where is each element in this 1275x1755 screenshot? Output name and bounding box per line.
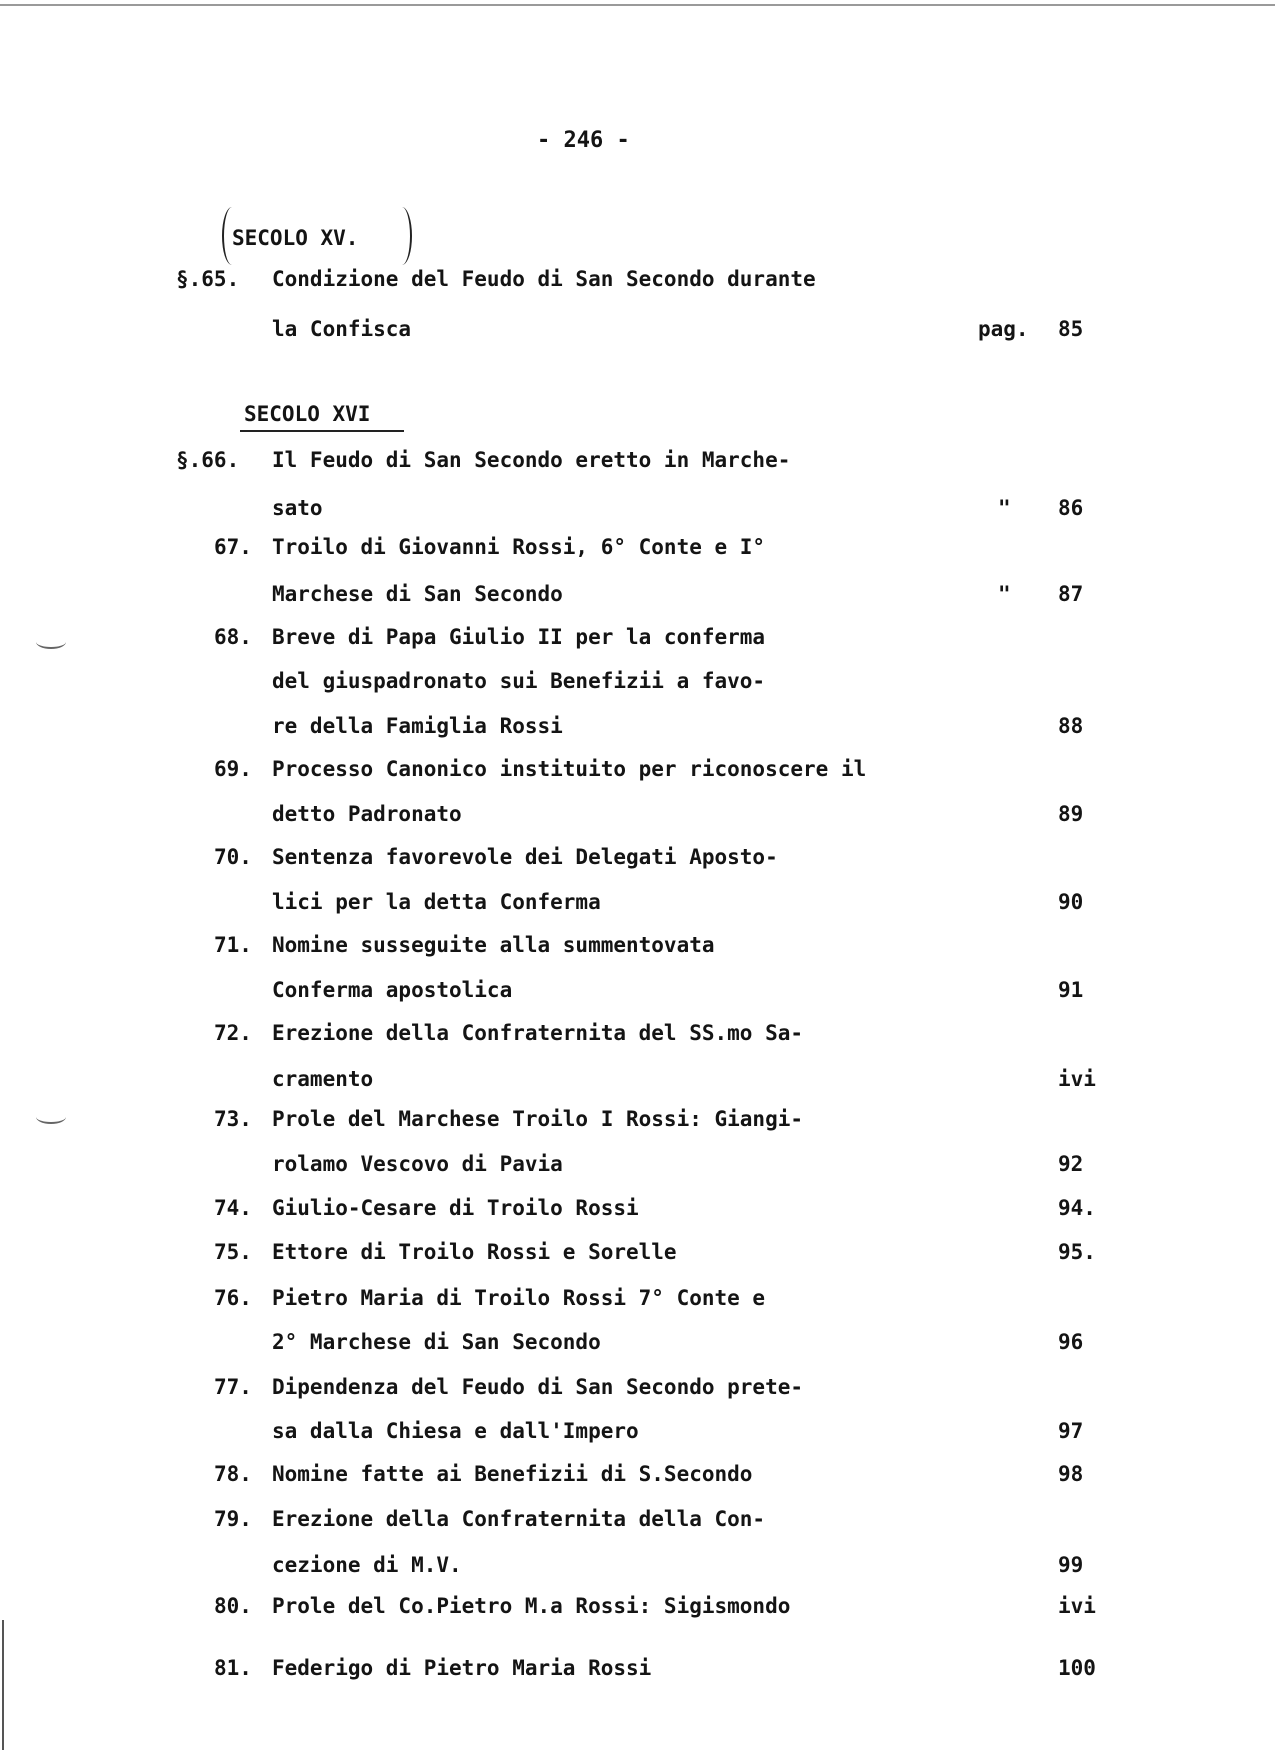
entry-number: 79. bbox=[214, 1507, 252, 1531]
entry-number: 69. bbox=[214, 757, 252, 781]
ditto-mark: " bbox=[998, 582, 1011, 606]
entry-number: 81. bbox=[214, 1656, 252, 1680]
entry-number: §.65. bbox=[176, 267, 240, 291]
top-border-line bbox=[0, 4, 1275, 6]
section-heading-underline bbox=[240, 430, 404, 432]
entry-number: 75. bbox=[214, 1240, 252, 1264]
entry-title-line: lici per la detta Conferma bbox=[272, 890, 601, 914]
entry-title-line: Dipendenza del Feudo di San Secondo prete- bbox=[272, 1375, 804, 1399]
entry-title-line: sa dalla Chiesa e dall'Impero bbox=[272, 1419, 639, 1443]
entry-page: 98 bbox=[1058, 1462, 1084, 1486]
scan-mark bbox=[36, 635, 66, 649]
entry-title-line: cramento bbox=[272, 1067, 374, 1091]
entry-page: 95. bbox=[1058, 1240, 1096, 1264]
entry-number: 80. bbox=[214, 1594, 252, 1618]
entry-title-line: Il Feudo di San Secondo eretto in Marche- bbox=[272, 448, 791, 472]
entry-title-line: Prole del Marchese Troilo I Rossi: Giangi- bbox=[272, 1107, 804, 1131]
entry-title-line: Breve di Papa Giulio II per la conferma bbox=[272, 625, 766, 649]
entry-title-line: Sentenza favorevole dei Delegati Aposto- bbox=[272, 845, 778, 869]
entry-number: 77. bbox=[214, 1375, 252, 1399]
entry-title-line: del giuspadronato sui Benefizii a favo- bbox=[272, 669, 766, 693]
entry-title-line: Erezione della Confraternita del SS.mo Sa- bbox=[272, 1021, 804, 1045]
entry-title-line: re della Famiglia Rossi bbox=[272, 714, 563, 738]
entry-number: 73. bbox=[214, 1107, 252, 1131]
entry-title-line: Marchese di San Secondo bbox=[272, 582, 563, 606]
entry-number: 67. bbox=[214, 535, 252, 559]
entry-page: 100 bbox=[1058, 1656, 1096, 1680]
entry-title-line: Troilo di Giovanni Rossi, 6° Conte e I° bbox=[272, 535, 766, 559]
entry-title-line: rolamo Vescovo di Pavia bbox=[272, 1152, 563, 1176]
entry-page: 91 bbox=[1058, 978, 1084, 1002]
entry-page: 94. bbox=[1058, 1196, 1096, 1220]
entry-title-line: Prole del Co.Pietro M.a Rossi: Sigismondo bbox=[272, 1594, 791, 1618]
entry-number: 70. bbox=[214, 845, 252, 869]
entry-title-line: Condizione del Feudo di San Secondo durante bbox=[272, 267, 816, 291]
entry-number: 68. bbox=[214, 625, 252, 649]
entry-title-line: la Confisca bbox=[272, 317, 412, 341]
page-prefix: pag. bbox=[978, 317, 1029, 341]
entry-title-line: 2° Marchese di San Secondo bbox=[272, 1330, 601, 1354]
entry-number: 72. bbox=[214, 1021, 252, 1045]
entry-page: 90 bbox=[1058, 890, 1084, 914]
entry-title-line: detto Padronato bbox=[272, 802, 462, 826]
entry-page: 87 bbox=[1058, 582, 1084, 606]
scan-mark bbox=[36, 1110, 66, 1124]
entry-number: 78. bbox=[214, 1462, 252, 1486]
entry-title-line: Conferma apostolica bbox=[272, 978, 513, 1002]
section-heading-16: SECOLO XVI bbox=[244, 402, 371, 426]
entry-title-line: Giulio-Cesare di Troilo Rossi bbox=[272, 1196, 639, 1220]
entry-page: 96 bbox=[1058, 1330, 1084, 1354]
entry-page: 92 bbox=[1058, 1152, 1084, 1176]
entry-page: 89 bbox=[1058, 802, 1084, 826]
entry-title-line: Nomine susseguite alla summentovata bbox=[272, 933, 715, 957]
entry-title-line: Nomine fatte ai Benefizii di S.Secondo bbox=[272, 1462, 753, 1486]
entry-title-line: sato bbox=[272, 496, 323, 520]
entry-number: 76. bbox=[214, 1286, 252, 1310]
entry-number: §.66. bbox=[176, 448, 240, 472]
entry-page: 99 bbox=[1058, 1553, 1084, 1577]
entry-title-line: Ettore di Troilo Rossi e Sorelle bbox=[272, 1240, 677, 1264]
entry-title-line: cezione di M.V. bbox=[272, 1553, 462, 1577]
entry-title-line: Processo Canonico instituito per riconoscere il bbox=[272, 757, 867, 781]
close-paren-mark bbox=[392, 207, 412, 265]
entry-page: 86 bbox=[1058, 496, 1084, 520]
entry-page: 88 bbox=[1058, 714, 1084, 738]
ditto-mark: " bbox=[998, 496, 1011, 520]
page-number: - 246 - bbox=[537, 128, 630, 153]
entry-number: 71. bbox=[214, 933, 252, 957]
entry-title-line: Pietro Maria di Troilo Rossi 7° Conte e bbox=[272, 1286, 766, 1310]
entry-title-line: Federigo di Pietro Maria Rossi bbox=[272, 1656, 652, 1680]
entry-page: 97 bbox=[1058, 1419, 1084, 1443]
entry-number: 74. bbox=[214, 1196, 252, 1220]
section-heading-15: SECOLO XV. bbox=[232, 226, 359, 250]
entry-page: ivi bbox=[1058, 1067, 1096, 1091]
scan-edge-mark bbox=[2, 1620, 4, 1750]
entry-page: 85 bbox=[1058, 317, 1084, 341]
entry-page: ivi bbox=[1058, 1594, 1096, 1618]
entry-title-line: Erezione della Confraternita della Con- bbox=[272, 1507, 766, 1531]
